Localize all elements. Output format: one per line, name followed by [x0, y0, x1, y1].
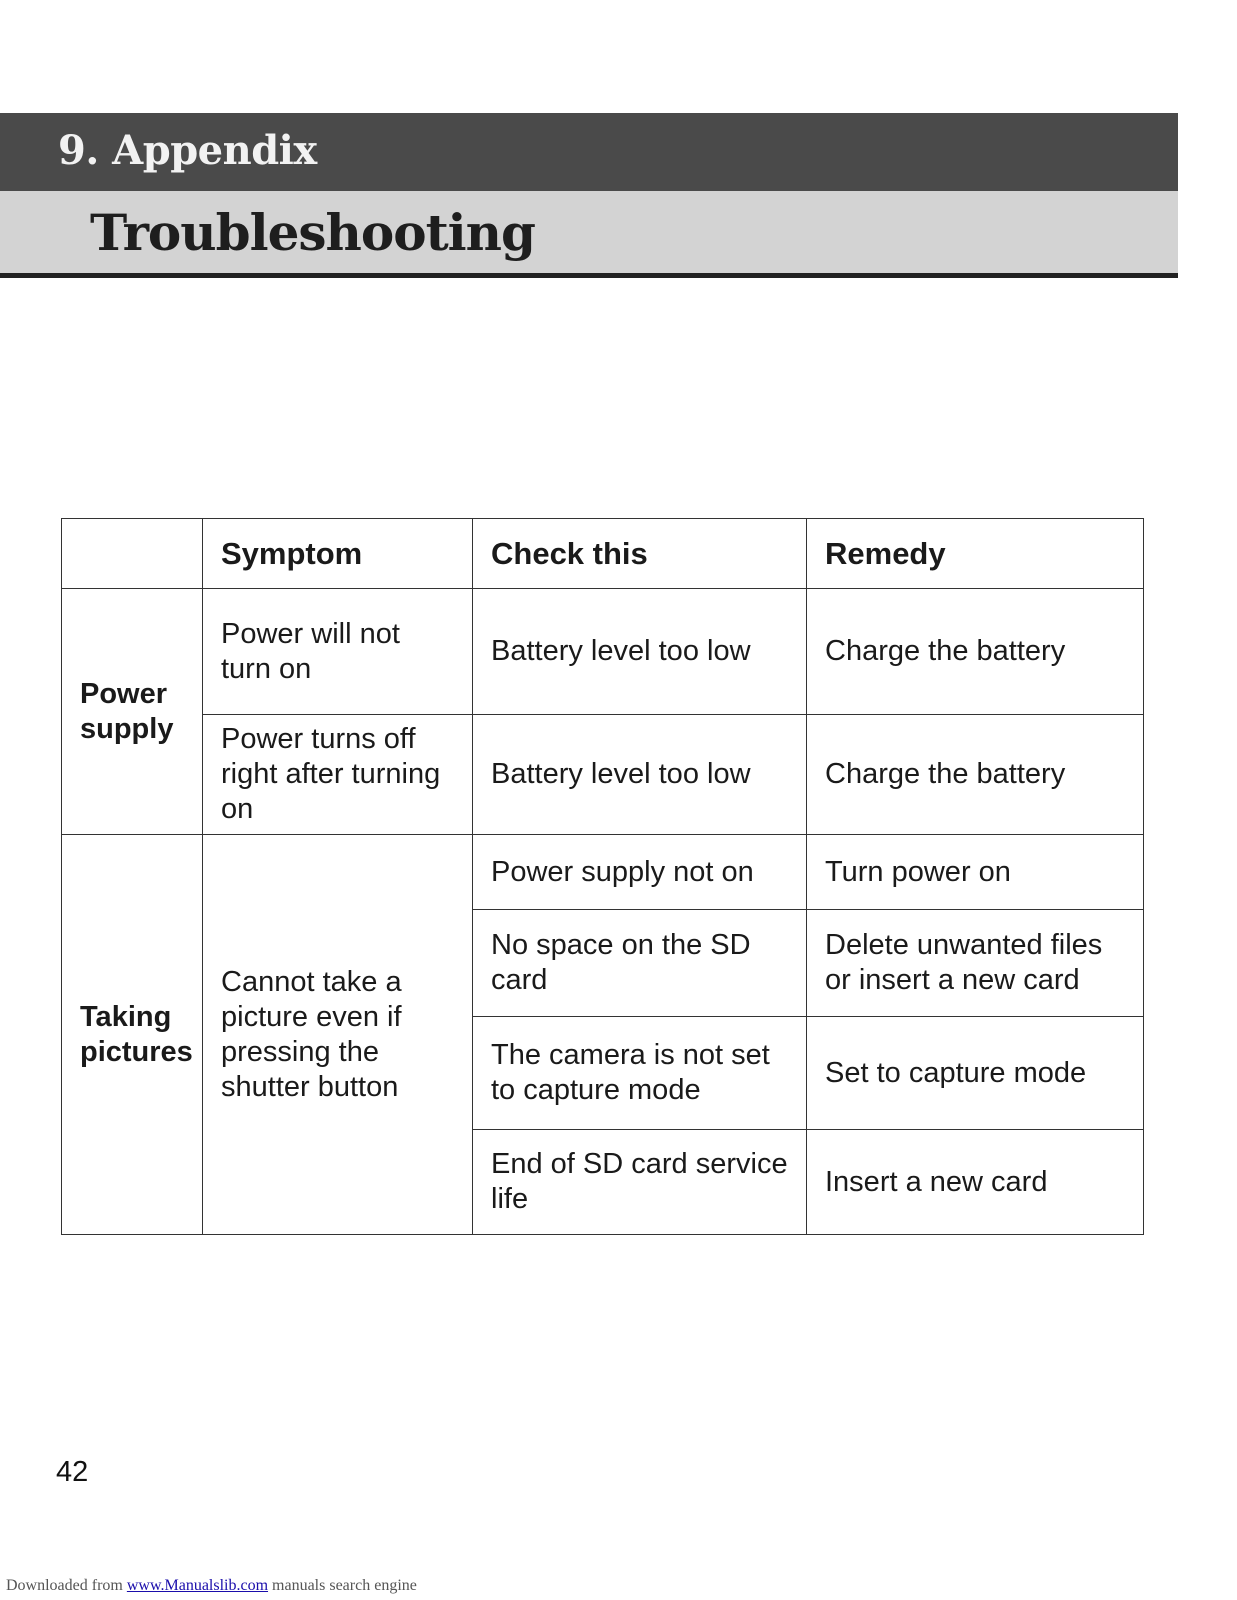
- header-check: Check this: [473, 519, 807, 589]
- check-cell: The camera is not set to capture mode: [473, 1017, 807, 1130]
- footer-suffix: manuals search engine: [268, 1577, 417, 1594]
- symptom-cell: Power will not turn on: [203, 589, 473, 715]
- remedy-cell: Charge the battery: [807, 715, 1144, 835]
- section-title: Troubleshooting: [90, 203, 535, 262]
- category-taking-pictures: Taking pictures: [62, 835, 203, 1235]
- table-row: [62, 715, 1144, 835]
- check-cell: No space on the SD card: [473, 910, 807, 1017]
- check-cell: Battery level too low: [473, 715, 807, 835]
- header-cell-empty: [62, 519, 203, 589]
- check-cell: End of SD card service life: [473, 1130, 807, 1235]
- troubleshooting-table: [61, 518, 1144, 1235]
- category-power-supply: Power supply: [62, 589, 203, 835]
- page-number: 42: [56, 1456, 89, 1488]
- remedy-cell: Delete unwanted files or insert a new card: [807, 910, 1144, 1017]
- section-banner: [0, 191, 1178, 278]
- chapter-title: 9. Appendix: [58, 127, 317, 174]
- header-remedy: Remedy: [807, 519, 1144, 589]
- check-cell: Power supply not on: [473, 835, 807, 910]
- table-header-row: [62, 519, 1144, 589]
- remedy-cell: Insert a new card: [807, 1130, 1144, 1235]
- check-cell: Battery level too low: [473, 589, 807, 715]
- symptom-cell: Cannot take a picture even if pressing the shutter button: [203, 835, 473, 1235]
- remedy-cell: Set to capture mode: [807, 1017, 1144, 1130]
- download-footer: [6, 1577, 417, 1595]
- symptom-cell: Power turns off right after turning on: [203, 715, 473, 835]
- table-row: [62, 835, 1144, 910]
- chapter-banner: [0, 113, 1178, 191]
- header-symptom: Symptom: [203, 519, 473, 589]
- remedy-cell: Charge the battery: [807, 589, 1144, 715]
- manualslib-link[interactable]: www.Manualslib.com: [126, 1577, 269, 1594]
- table-row: [62, 589, 1144, 715]
- footer-prefix: Downloaded from: [6, 1577, 127, 1594]
- remedy-cell: Turn power on: [807, 835, 1144, 910]
